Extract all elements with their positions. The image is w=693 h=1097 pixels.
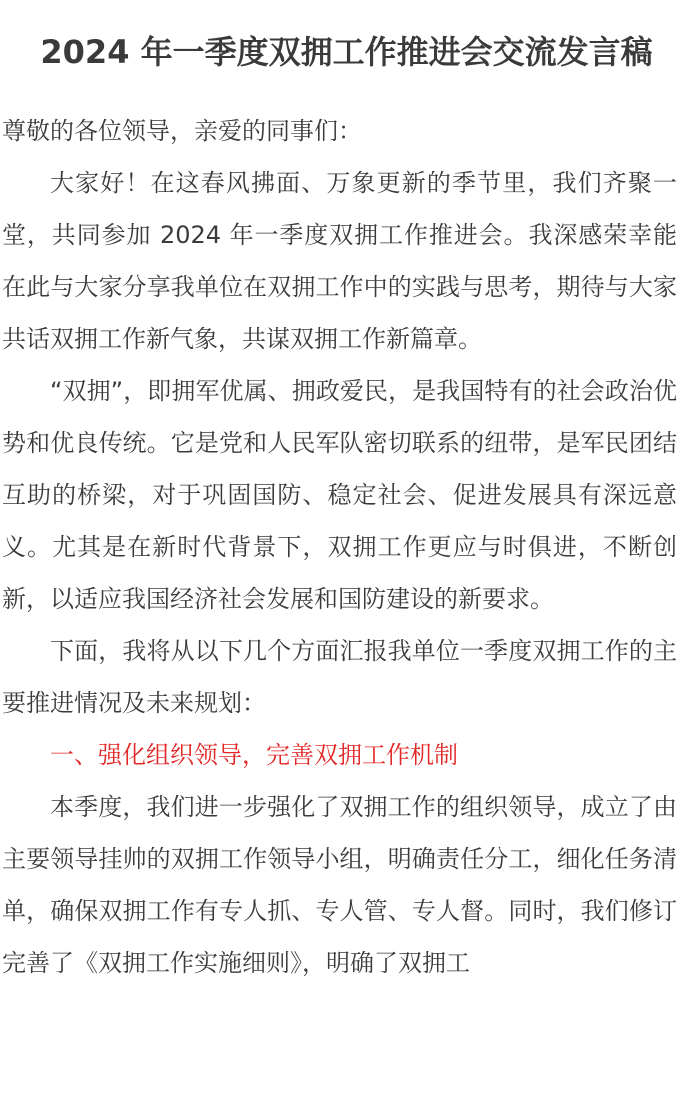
document-title: 2024 年一季度双拥工作推进会交流发言稿 — [40, 33, 653, 71]
paragraph-greeting: 大家好！在这春风拂面、万象更新的季节里，我们齐聚一堂，共同参加 2024 年一季度双拥工作推进会。我深感荣幸能在此与大家分享我单位在双拥工作中的实践与思考，期待与大家共话双拥工作新气象，共谋双拥工作新篇章。 — [2, 169, 677, 353]
paragraph-report-intro: 下面，我将从以下几个方面汇报我单位一季度双拥工作的主要推进情况及未来规划： — [2, 637, 677, 717]
paragraph-shuangyong-meaning: “双拥”，即拥军优属、拥政爱民，是我国特有的社会政治优势和优良传统。它是党和人民军队密切联系的纽带，是军民团结互助的桥梁，对于巩固国防、稳定社会、促进发展具有深远意义。尤其是在新时代背景下，双拥工作更应与时俱进，不断创新，以适应我国经济社会发展和国防建设的新要求。 — [2, 377, 677, 613]
salutation: 尊敬的各位领导，亲爱的同事们： — [2, 117, 362, 145]
paragraph-section-one: 本季度，我们进一步强化了双拥工作的组织领导，成立了由主要领导挂帅的双拥工作领导小组，明确责任分工，细化任务清单，确保双拥工作有专人抓、专人管、专人督。同时，我们修订完善了《双拥工作实施细则》，明确了双拥工 — [2, 793, 677, 977]
section-heading: 一、强化组织领导，完善双拥工作机制 — [50, 741, 458, 769]
document-body — [2, 105, 677, 989]
